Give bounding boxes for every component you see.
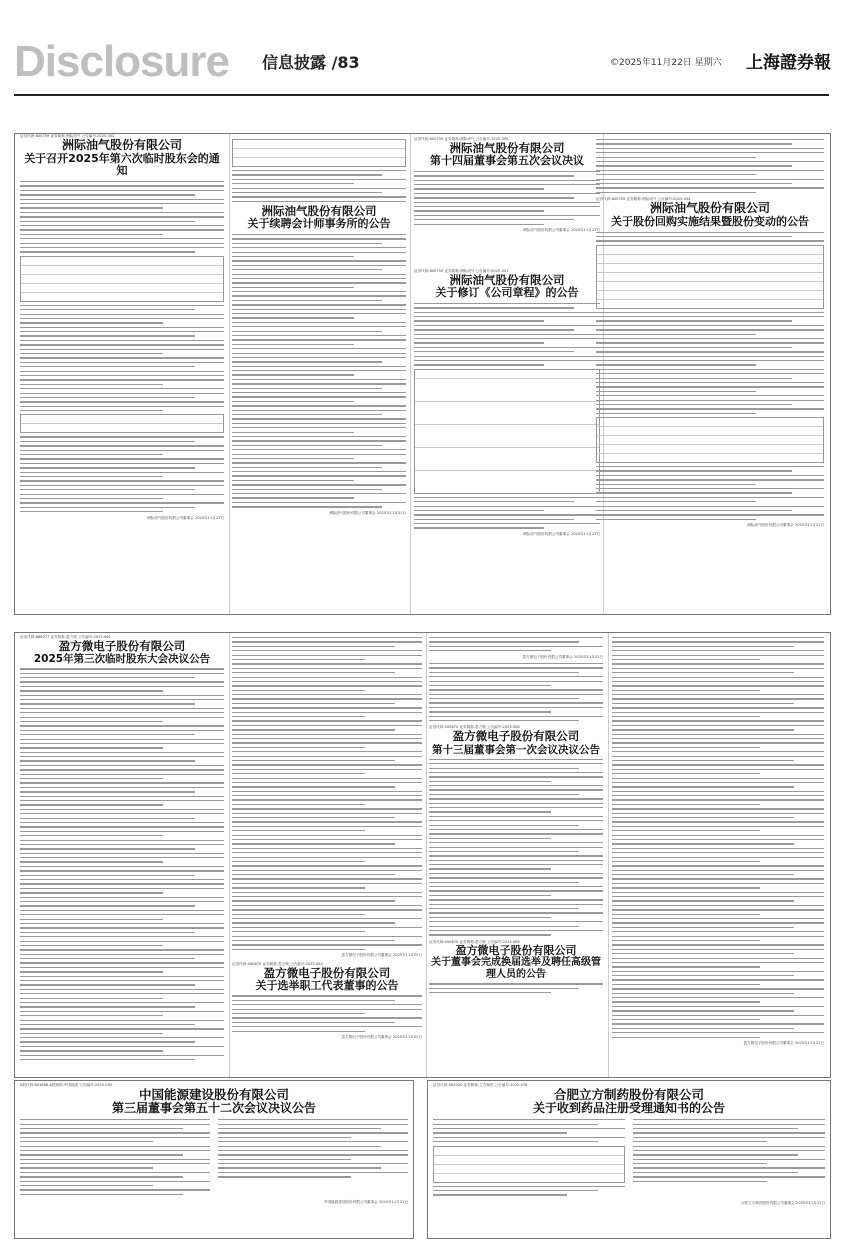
signature: 洲际油气股份有限公司董事会 2025年11月21日	[329, 510, 406, 515]
company-name: 盈方微电子股份有限公司	[452, 729, 580, 744]
notice-code: 证券代码:000670 证券简称:盈方微 公告编号:2025-065	[429, 939, 520, 944]
body-text	[429, 983, 603, 993]
notice-yingfangwei-board-resolution	[427, 634, 605, 1074]
notice-title: 关于选举职工代表董事的公告	[255, 978, 399, 992]
company-name: 洲际油气股份有限公司	[649, 201, 770, 216]
notice-title: 关于续聘会计师事务所的公告	[247, 217, 391, 231]
signature: 盈方微电子股份有限公司董事会 2025年11月22日	[341, 1034, 422, 1039]
notice-title: 第十三届董事会第一次会议决议公告	[432, 743, 600, 756]
notice-lifang-pharma	[431, 1082, 827, 1234]
body-text	[429, 759, 603, 936]
notice-code: 证券代码:688077 证券简称:盈方微 公告编号:2025-062	[20, 635, 111, 639]
registration-table	[20, 414, 224, 433]
body-text	[232, 995, 422, 1031]
signature: 洲际油气股份有限公司董事会 2025年11月21日	[747, 523, 824, 528]
notice-code: 证券代码:002020 证券简称:立方制药 公告编号:2025-076	[433, 1083, 528, 1087]
notice-title: 2025年第三次临时股东大会决议公告	[33, 653, 211, 666]
notice-title: 关于召开2025年第六次临时股东会的通知	[24, 151, 220, 178]
body-text	[232, 637, 422, 950]
notice-code: 证券代码:000670 证券简称:盈方微 公告编号:2025-064	[429, 725, 520, 730]
notice-code: 证券代码:600759 证券简称:洲际油气 公告编号:2025-051	[414, 269, 509, 273]
body-text	[596, 232, 824, 242]
body-text	[414, 303, 600, 366]
proposal-table	[20, 256, 224, 302]
company-name: 洲际油气股份有限公司	[449, 273, 565, 287]
masthead	[0, 0, 843, 95]
notice-code: 证券代码:600759 证券简称:洲际油气 公告编号:2025-050	[414, 137, 509, 141]
company-name: 洲际油气股份有限公司	[449, 141, 565, 155]
notice-zhouji-board-resolution	[412, 136, 602, 266]
notice-yingfangwei-shareholder-meeting	[18, 634, 226, 1074]
share-change-table	[596, 417, 824, 463]
issue-date: ©2025年11月22日 星期六	[610, 58, 722, 68]
signature: 洲际油气股份有限公司董事会 2025年11月21日	[523, 531, 600, 536]
masthead-rule	[14, 94, 829, 96]
body-text	[433, 1119, 625, 1142]
notice-title: 关于修订《公司章程》的公告	[435, 286, 579, 300]
body-text	[612, 637, 824, 1038]
notice-title: 第十四届董事会第五次会议决议	[430, 154, 584, 168]
company-name: 合肥立方制药股份有限公司	[553, 1087, 704, 1102]
company-name: 洲际油气股份有限公司	[61, 138, 182, 152]
notice-code: 证券代码:600759 证券简称:洲际油气 公告编号:2025-052	[20, 134, 115, 138]
notice-yingfangwei-continued	[230, 634, 424, 1074]
body-text	[20, 668, 224, 1060]
notice-code: 证券代码:600759 证券简称:洲际油气 公告编号:2025-054	[596, 197, 691, 202]
signature: 洲际油气股份有限公司董事会 2025年11月21日	[523, 227, 600, 232]
notice-title: 第三届董事会第五十二次会议决议公告	[111, 1101, 316, 1116]
company-name: 盈方微电子股份有限公司	[58, 639, 186, 653]
company-name: 盈方微电子股份有限公司	[263, 965, 391, 980]
brand-wordmark: Disclosure	[14, 37, 229, 86]
company-name: 盈方微电子股份有限公司	[455, 943, 577, 957]
company-name: 中国能源建设股份有限公司	[138, 1087, 289, 1102]
notice-title: 关于收到药品注册受理通知书的公告	[532, 1101, 725, 1116]
signature: 合肥立方制药股份有限公司董事会 2025年11月21日	[740, 1200, 825, 1205]
notice-code: A股代码:601868 A股简称:中国能建 公告编号:2025-050	[20, 1083, 113, 1087]
notice-yingfangwei-appointments	[610, 634, 826, 1074]
form-table	[232, 139, 406, 167]
newspaper-name: 上海證券報	[746, 53, 831, 73]
body-text	[20, 1119, 210, 1198]
notice-title: 关于股份回购实施结果暨股份变动的公告	[611, 214, 809, 228]
body-text	[20, 181, 224, 253]
section-title: 信息披露 /83	[262, 53, 360, 72]
notice-zhouji-auditor	[230, 136, 408, 610]
company-name: 洲际油气股份有限公司	[261, 204, 377, 219]
notice-zhouji-articles	[412, 268, 602, 610]
amendment-table	[414, 369, 600, 494]
signature: 盈方微电子股份有限公司董事会 2025年11月22日	[341, 953, 422, 958]
notice-zhouji-buyback	[594, 136, 826, 610]
buyback-table	[596, 245, 824, 309]
notice-title: 关于董事会完成换届选举及聘任高级管理人员的公告	[431, 957, 601, 980]
body-text	[414, 171, 600, 225]
notice-china-energy	[18, 1082, 410, 1234]
notice-code: 证券代码:000670 证券简称:盈方微 公告编号:2025-063	[232, 961, 323, 966]
signature: 中国能源建设股份有限公司董事会 2025年11月21日	[323, 1200, 408, 1205]
signature: 盈方微电子股份有限公司董事会 2025年11月22日	[743, 1040, 824, 1045]
drug-table	[433, 1146, 625, 1183]
signature: 盈方微电子股份有限公司董事会 2025年11月22日	[522, 654, 603, 659]
signature: 洲际油气股份有限公司董事会 2025年11月21日	[147, 515, 224, 520]
notice-zhouji-shareholder-meeting	[18, 133, 226, 611]
body-text	[232, 234, 406, 508]
